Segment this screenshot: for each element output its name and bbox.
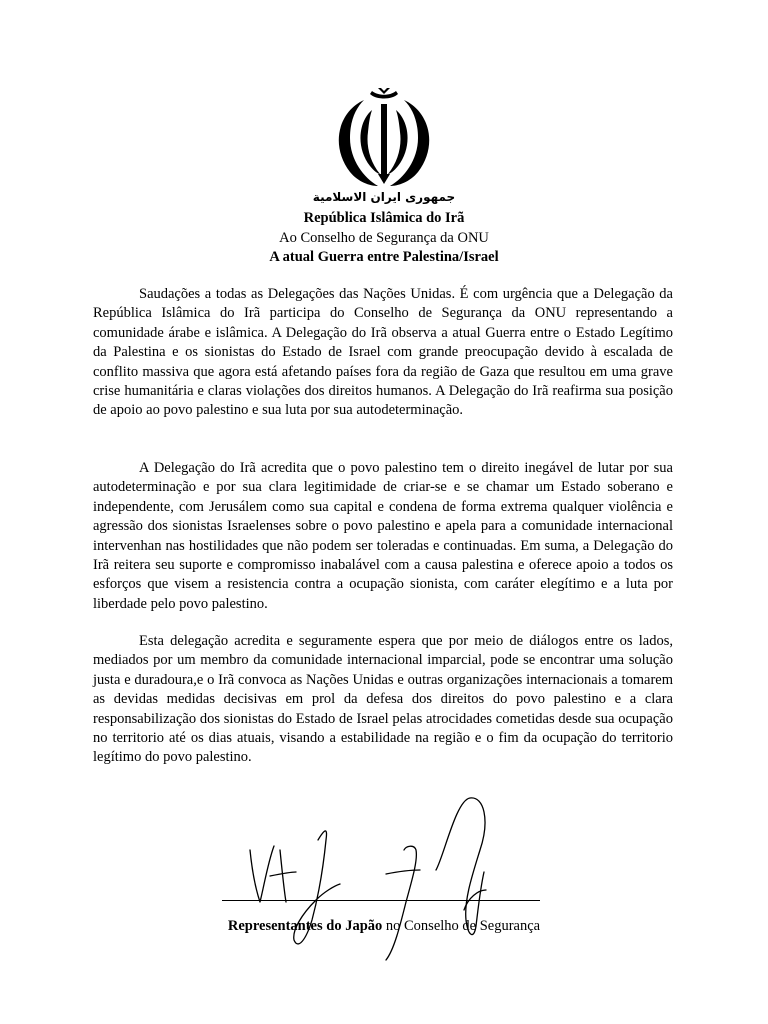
document-topic: A atual Guerra entre Palestina/Israel	[269, 249, 499, 265]
signature-caption	[0, 917, 768, 936]
paragraph-3	[93, 632, 673, 768]
iran-emblem-icon	[328, 88, 440, 188]
signature-caption-regular: no Conselho de Segurança	[382, 918, 541, 934]
paragraph-2	[93, 459, 673, 614]
signature-line	[222, 900, 540, 901]
signature-caption-bold: Representantes do Japão	[227, 918, 383, 934]
document-subtitle: Ao Conselho de Segurança da ONU	[279, 230, 489, 246]
persian-title: جمهوری ایران الاسلامیة	[312, 190, 456, 204]
handwritten-signature	[240, 790, 540, 980]
paragraph-1	[93, 285, 673, 421]
paragraph-text: Esta delegação acredita e seguramente espera que por meio de diálogos entre os lados, mediados por um membro da comunidade internacional imparcial, pode se encontrar uma solução justa e duradoura,e o Irã convoca as Nações Unidas e outras organizações internacionais a tomarem as devidas medidas decisivas em prol da defesa dos direitos do povo palestino e a clara responsabilização dos sionistas do Estado de Israel pelas atrocidades cometidas desde sua ocupação no territorio até os dias atuais, visando a estabilidade na região e o fim da ocupação do territorio legítimo do povo palestino.	[93, 633, 673, 766]
paragraph-text: A Delegação do Irã acredita que o povo palestino tem o direito inegável de lutar por sua autodeterminação e por sua clara legitimidade de criar-se e se chamar um Estado soberano e independente, com Jerusálem como sua capital e condena de forma extrema qualquer violência e agressão dos sionistas Israelenses sobre o povo palestino e apela para a comunidade internacional intervenhan nas hostilidades que não podem ser toleradas e continuadas. Em suma, a Delegação do Irã reitera seu suporte e compromisso inabalável com a causa palestina e oferece apoio a todos os esforços que visem a resistencia contra a ocupação sionista, com caráter elegítimo e a luta por liberdade pelo povo palestino.	[93, 460, 673, 612]
paragraph-text: Saudações a todas as Delegações das Nações Unidas. É com urgência que a Delegação da República Islâmica do Irã participa do Conselho de Segurança da ONU representando a comunidade árabe e islâmica. A Delegação do Irã observa a atual Guerra entre o Estado Legítimo da Palestina e os sionistas do Estado de Israel com grande preocupação devido à escalada de conflito massiva que agora está afetando países fora da região de Gaza que resultou em uma grave crise humanitária e claras violações dos direitos humanos. A Delegação do Irã reafirma sua posição de apoio ao povo palestino e sua luta por sua autodeterminação.	[93, 286, 673, 419]
document-title: República Islâmica do Irã	[303, 210, 465, 226]
